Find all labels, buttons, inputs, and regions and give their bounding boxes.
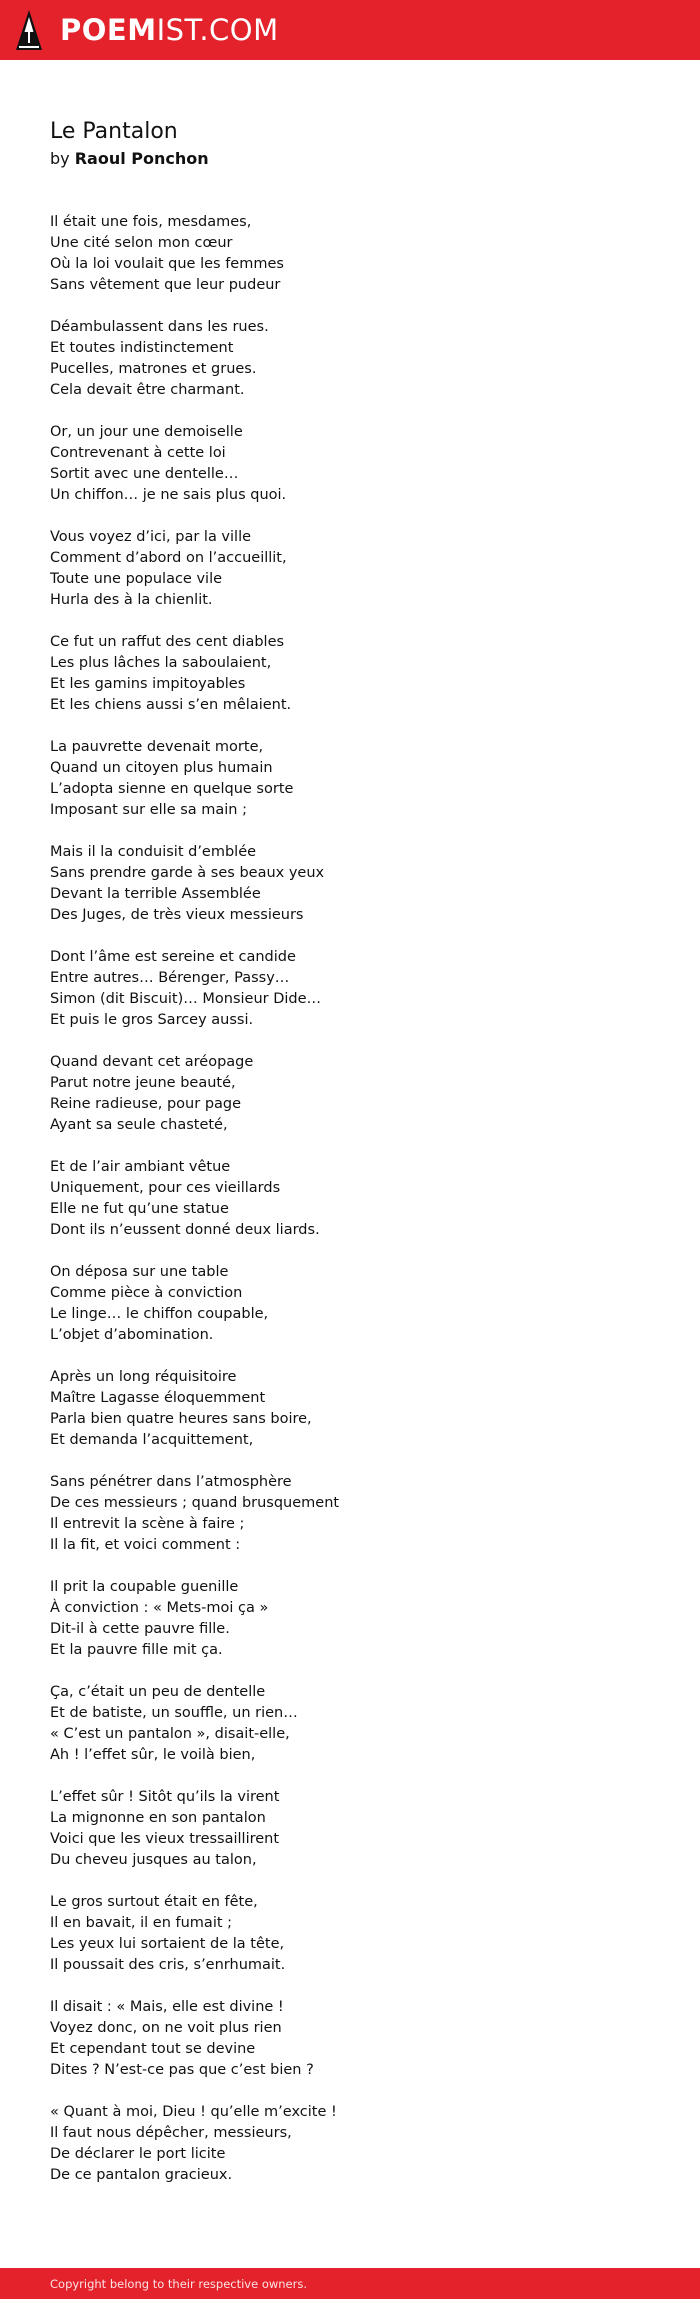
poem-line: Les plus lâches la saboulaient, <box>50 655 272 671</box>
poem-line: Une cité selon mon cœur <box>50 235 233 251</box>
stanza <box>50 1577 650 1661</box>
poem-line: Devant la terrible Assemblée <box>50 886 261 902</box>
poem-line: Cela devait être charmant. <box>50 382 245 398</box>
poem-line: Sans vêtement que leur pudeur <box>50 277 281 293</box>
logo-bold-text: POEM <box>60 13 157 47</box>
poem-line: « Quant à moi, Dieu ! qu’elle m’excite ! <box>50 2104 337 2120</box>
poem-line: « C’est un pantalon », disait-elle, <box>50 1726 290 1742</box>
byline <box>50 148 650 170</box>
poem-line: Des Juges, de très vieux messieurs <box>50 907 304 923</box>
poem-line: Maître Lagasse éloquemment <box>50 1390 266 1406</box>
poem-body <box>50 212 650 2186</box>
stanza <box>50 1472 650 1556</box>
poem-line: La pauvrette devenait morte, <box>50 739 264 755</box>
poem-line: Et de l’air ambiant vêtue <box>50 1159 231 1175</box>
site-logo[interactable] <box>60 12 279 48</box>
poem-line: Elle ne fut qu’une statue <box>50 1201 229 1217</box>
poem-line: Ça, c’était un peu de dentelle <box>50 1684 266 1700</box>
poem-line: Or, un jour une demoiselle <box>50 424 243 440</box>
poem-line: Déambulassent dans les rues. <box>50 319 269 335</box>
poem-line: On déposa sur une table <box>50 1264 229 1280</box>
poem-line: Comme pièce à conviction <box>50 1285 243 1301</box>
poem-line: Imposant sur elle sa main ; <box>50 802 247 818</box>
stanza <box>50 317 650 401</box>
poem-line: Il entrevit la scène à faire ; <box>50 1516 245 1532</box>
poem-line: Reine radieuse, pour page <box>50 1096 242 1112</box>
poem-line: Mais il la conduisit d’emblée <box>50 844 257 860</box>
stanza <box>50 632 650 716</box>
poem-line: De ces messieurs ; quand brusquement <box>50 1495 340 1511</box>
poem-line: L’objet d’abomination. <box>50 1327 214 1343</box>
poem-line: Voici que les vieux tressaillirent <box>50 1831 280 1847</box>
poem-line: Et demanda l’acquittement, <box>50 1432 254 1448</box>
stanza <box>50 1052 650 1136</box>
poem-line: La mignonne en son pantalon <box>50 1810 266 1826</box>
poem-line: Après un long réquisitoire <box>50 1369 237 1385</box>
poem-title: Le Pantalon <box>50 119 178 144</box>
poem-line: Pucelles, matrones et grues. <box>50 361 257 377</box>
poem-line: Dont ils n’eussent donné deux liards. <box>50 1222 320 1238</box>
poem-line: Voyez donc, on ne voit plus rien <box>50 2020 282 2036</box>
site-footer <box>0 2268 700 2299</box>
poem-line: Sans pénétrer dans l’atmosphère <box>50 1474 292 1490</box>
poem-line: Parut notre jeune beauté, <box>50 1075 236 1091</box>
poem-line: Il en bavait, il en fumait ; <box>50 1915 233 1931</box>
poem-line: Dites ? N’est-ce pas que c’est bien ? <box>50 2062 314 2078</box>
poem-line: Et les chiens aussi s’en mêlaient. <box>50 697 292 713</box>
copyright-notice: Copyright belong to their respective owners. <box>50 2277 308 2291</box>
stanza <box>50 947 650 1031</box>
stanza <box>50 2102 650 2186</box>
poem-line: Et puis le gros Sarcey aussi. <box>50 1012 254 1028</box>
poem-line: Où la loi voulait que les femmes <box>50 256 284 272</box>
poem-line: Simon (dit Biscuit)… Monsieur Dide… <box>50 991 322 1007</box>
poem-line: Sortit avec une dentelle… <box>50 466 239 482</box>
poem-line: De ce pantalon gracieux. <box>50 2167 233 2183</box>
poem-line: Quand un citoyen plus humain <box>50 760 273 776</box>
poem-line: Et la pauvre fille mit ça. <box>50 1642 223 1658</box>
poem-line: Le gros surtout était en fête, <box>50 1894 258 1910</box>
poem-line: Et les gamins impitoyables <box>50 676 246 692</box>
poem-line: Comment d’abord on l’accueillit, <box>50 550 287 566</box>
poem-content <box>50 118 650 2207</box>
poem-line: Vous voyez d’ici, par la ville <box>50 529 252 545</box>
stanza <box>50 1787 650 1871</box>
poem-line: Et toutes indistinctement <box>50 340 234 356</box>
stanza <box>50 1997 650 2081</box>
poem-line: Il poussait des cris, s’enrhumait. <box>50 1957 286 1973</box>
by-label: by <box>50 149 70 168</box>
stanza <box>50 422 650 506</box>
poem-line: Et cependant tout se devine <box>50 2041 256 2057</box>
stanza <box>50 842 650 926</box>
stanza <box>50 1157 650 1241</box>
poem-line: Du cheveu jusques au talon, <box>50 1852 257 1868</box>
poem-line: Les yeux lui sortaient de la tête, <box>50 1936 285 1952</box>
poem-line: Quand devant cet aréopage <box>50 1054 254 1070</box>
poem-line: Le linge… le chiffon coupable, <box>50 1306 269 1322</box>
stanza <box>50 1682 650 1766</box>
stanza <box>50 1892 650 1976</box>
poem-line: Il disait : « Mais, elle est divine ! <box>50 1999 284 2015</box>
poem-line: Ah ! l’effet sûr, le voilà bien, <box>50 1747 256 1763</box>
stanza <box>50 737 650 821</box>
poem-line: Entre autres… Bérenger, Passy… <box>50 970 290 986</box>
site-header <box>0 0 700 60</box>
poem-line: Dont l’âme est sereine et candide <box>50 949 296 965</box>
author-name[interactable]: Raoul Ponchon <box>74 149 209 168</box>
stanza <box>50 1367 650 1451</box>
poem-line: Parla bien quatre heures sans boire, <box>50 1411 312 1427</box>
poem-line: Un chiffon… je ne sais plus quoi. <box>50 487 287 503</box>
poem-line: Uniquement, pour ces vieillards <box>50 1180 281 1196</box>
poem-line: Contrevenant à cette loi <box>50 445 226 461</box>
poem-line: Toute une populace vile <box>50 571 223 587</box>
poem-line: L’adopta sienne en quelque sorte <box>50 781 294 797</box>
stanza <box>50 212 650 296</box>
poem-line: Dit-il à cette pauvre fille. <box>50 1621 230 1637</box>
poem-line: Il faut nous dépêcher, messieurs, <box>50 2125 292 2141</box>
poem-line: De déclarer le port licite <box>50 2146 226 2162</box>
poem-line: Il était une fois, mesdames, <box>50 214 252 230</box>
quill-pen-icon[interactable] <box>16 10 42 50</box>
poem-line: L’effet sûr ! Sitôt qu’ils la virent <box>50 1789 280 1805</box>
poem-line: Sans prendre garde à ses beaux yeux <box>50 865 325 881</box>
stanza <box>50 527 650 611</box>
poem-line: Hurla des à la chienlit. <box>50 592 213 608</box>
poem-line: Ce fut un raffut des cent diables <box>50 634 285 650</box>
poem-line: Et de batiste, un souffle, un rien… <box>50 1705 298 1721</box>
logo-light-text: IST.COM <box>156 13 279 47</box>
stanza <box>50 1262 650 1346</box>
poem-line: Il prit la coupable guenille <box>50 1579 239 1595</box>
poem-line: Il la fit, et voici comment : <box>50 1537 241 1553</box>
poem-line: Ayant sa seule chasteté, <box>50 1117 228 1133</box>
poem-line: À conviction : « Mets-moi ça » <box>50 1600 269 1616</box>
